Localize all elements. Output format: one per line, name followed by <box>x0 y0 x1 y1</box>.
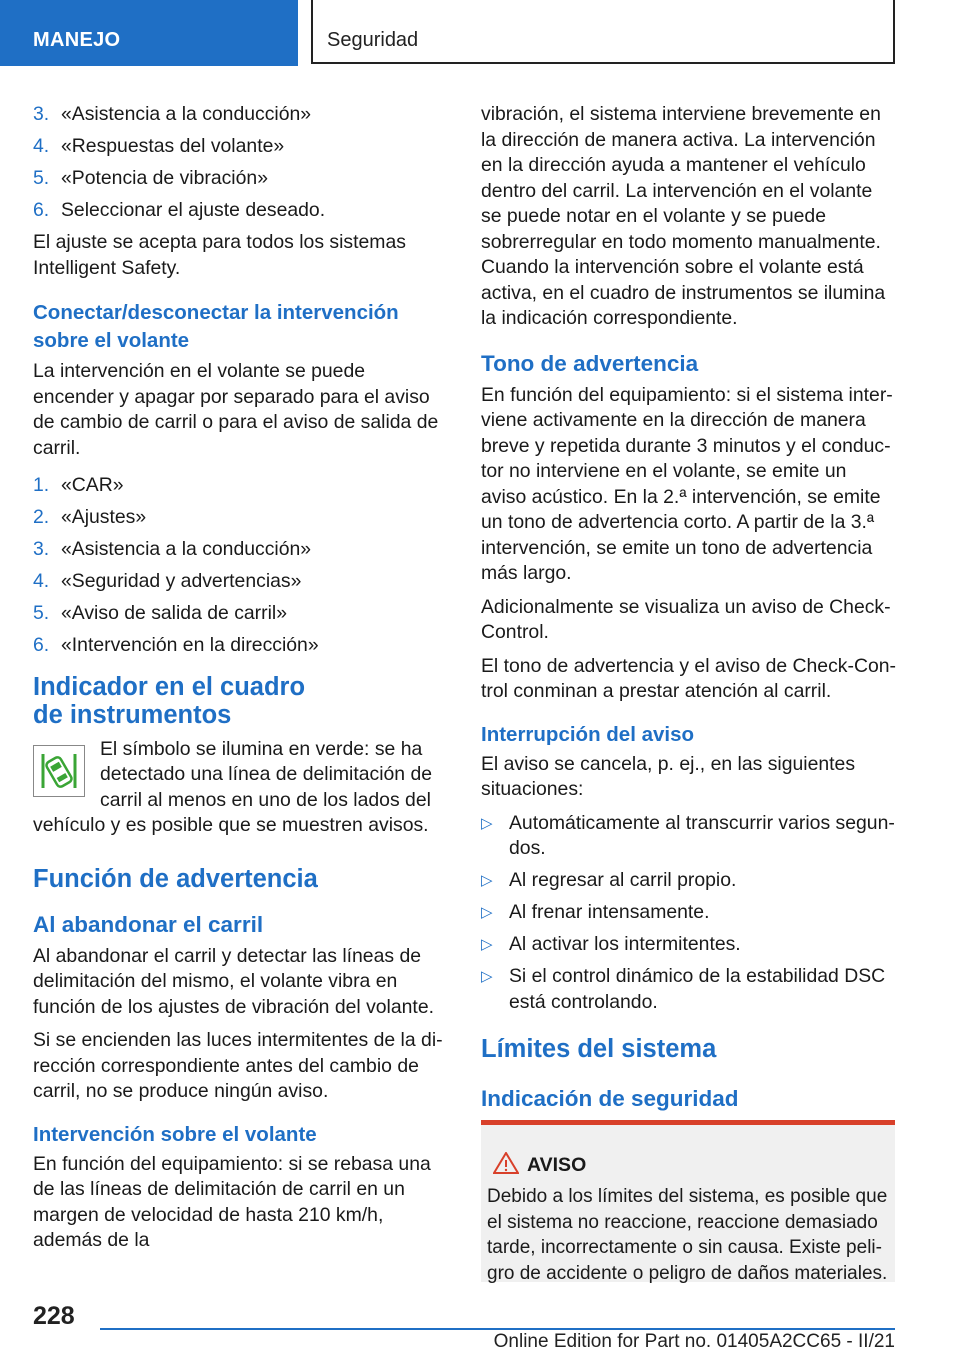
interruption-list <box>481 811 897 1016</box>
list-item: ▷ Al activar los intermitentes. <box>481 932 897 958</box>
paragraph: La intervención en el volante se puede encender y apagar por separado para el aviso de cambio de carril o para el aviso de salida de carril. <box>33 360 439 459</box>
bullet-triangle-icon: ▷ <box>481 814 493 832</box>
bullet-triangle-icon: ▷ <box>481 904 493 921</box>
warning-text: Debido a los límites del sistema, es posible que el sistema no reaccione, reaccione demasiado tarde, incorrectamente o sin causa. Existe peligro de accidente o peligro de daños materiales. <box>487 1186 888 1284</box>
list-item: 4. «Respuestas del volante» <box>33 135 285 157</box>
heading-indicacion: Indicación de seguridad <box>481 1086 739 1111</box>
list-item: 3. «Asistencia a la conducción» <box>33 103 312 125</box>
list-item: 6. «Intervención en la dirección» <box>33 634 319 656</box>
list-item: 5. «Aviso de salida de carril» <box>33 602 287 624</box>
lane-departure-indicator-icon <box>33 745 85 797</box>
edition-note: Online Edition for Part no. 01405A2CC65 - II/21 <box>493 1331 895 1352</box>
paragraph: Al abandonar el carril y detectar las líneas de delimitación del mismo, el volante vibra en función de los ajustes de vibración del volante. <box>33 944 434 1018</box>
list-item: 2. «Ajustes» <box>33 506 147 528</box>
list-item: ▷ Al frenar intensamente. <box>481 900 897 926</box>
warning-box <box>481 1120 895 1282</box>
section-title: Seguridad <box>327 29 419 51</box>
bullet-triangle-icon: ▷ <box>481 936 493 953</box>
heading-intervencion: Intervención sobre el volante <box>33 1122 317 1146</box>
paragraph: El ajuste se acepta para todos los sistemas Intelligent Safety. <box>33 231 406 279</box>
list-item: ▷ Al regresar al carril propio. <box>481 868 897 894</box>
heading-conectar: Conectar/desconectar la intervención sobre el volante <box>33 301 399 352</box>
right-column <box>481 102 897 1118</box>
paragraph: En función del equipamiento: si se rebasa una de las líneas de delimitación de carril en un margen de velocidad de hasta 210 km/h, además de la <box>33 1152 431 1251</box>
steps-list <box>33 473 449 659</box>
steps-list-continued <box>33 102 449 224</box>
footer-divider <box>100 1328 895 1330</box>
left-column <box>33 102 449 1262</box>
list-item: 4. «Seguridad y advertencias» <box>33 570 302 592</box>
heading-tono: Tono de advertencia <box>481 350 699 376</box>
list-item: ▷ Si el control dinámico de la estabilidad DSC está controlando. <box>481 965 886 1013</box>
list-item: ▷ Automáticamente al transcurrir varios segundos. <box>481 811 895 859</box>
list-item: 3. «Asistencia a la conducción» <box>33 538 312 560</box>
warning-triangle-icon <box>493 1152 519 1174</box>
heading-funcion: Función de advertencia <box>33 864 318 893</box>
page-number: 228 <box>33 1302 75 1330</box>
paragraph: Si se encienden las luces intermitentes de la dirección correspondiente antes del cambio de carril, no se produce ningún aviso. <box>33 1029 443 1102</box>
list-item: 6. Seleccionar el ajuste deseado. <box>33 199 326 221</box>
section-tab <box>311 0 895 64</box>
paragraph: Adicionalmente se visualiza un aviso de Check-Control. <box>481 595 891 643</box>
heading-interrupcion: Interrupción del aviso <box>481 722 695 746</box>
list-item: 1. «CAR» <box>33 474 124 496</box>
bullet-triangle-icon: ▷ <box>481 968 493 985</box>
heading-indicador: Indicador en el cuadro de instrumentos <box>33 672 306 729</box>
paragraph: En función del equipamiento: si el sistema interviene activamente en la dirección de manera breve y repetida durante 3 minutos y el conductor no interviene en el volante, se emite un aviso acústico. En la 2.ª intervención, se emite un tono de advertencia corto. A partir de la 3.ª intervención, se emite un tono de advertencia más largo. <box>481 383 893 584</box>
heading-limites: Límites del sistema <box>481 1035 717 1063</box>
chapter-tab <box>0 0 298 66</box>
list-item: 5. «Potencia de vibración» <box>33 167 268 189</box>
indicator-block <box>33 737 449 839</box>
warning-title: AVISO <box>527 1154 587 1176</box>
paragraph: El aviso se cancela, p. ej., en las siguientes situaciones: <box>481 752 856 800</box>
paragraph: El tono de advertencia y el aviso de Check-Control conminan a prestar atención al carril. <box>481 654 896 702</box>
heading-abandonar: Al abandonar el carril <box>33 911 264 937</box>
chapter-title: MANEJO <box>33 29 121 51</box>
bullet-triangle-icon: ▷ <box>481 872 493 889</box>
warning-header <box>493 1152 586 1177</box>
indicator-text: El símbolo se ilumina en verde: se ha detectado una línea de delimitación de carril al menos en uno de los lados del vehículo y es posible que se muestren avisos. <box>33 737 433 836</box>
page-header <box>0 0 960 66</box>
paragraph: vibración, el sistema interviene brevemente en la dirección de manera activa. La intervención en la dirección ayuda a mantener el vehículo dentro del carril. La intervención en el volante se puede notar en el volante y se puede sobrerregular en todo momento manualmente. Cuando la intervención sobre el volante está activa, en el cuadro de instrumentos se ilumina la indicación correspondiente. <box>481 103 886 329</box>
